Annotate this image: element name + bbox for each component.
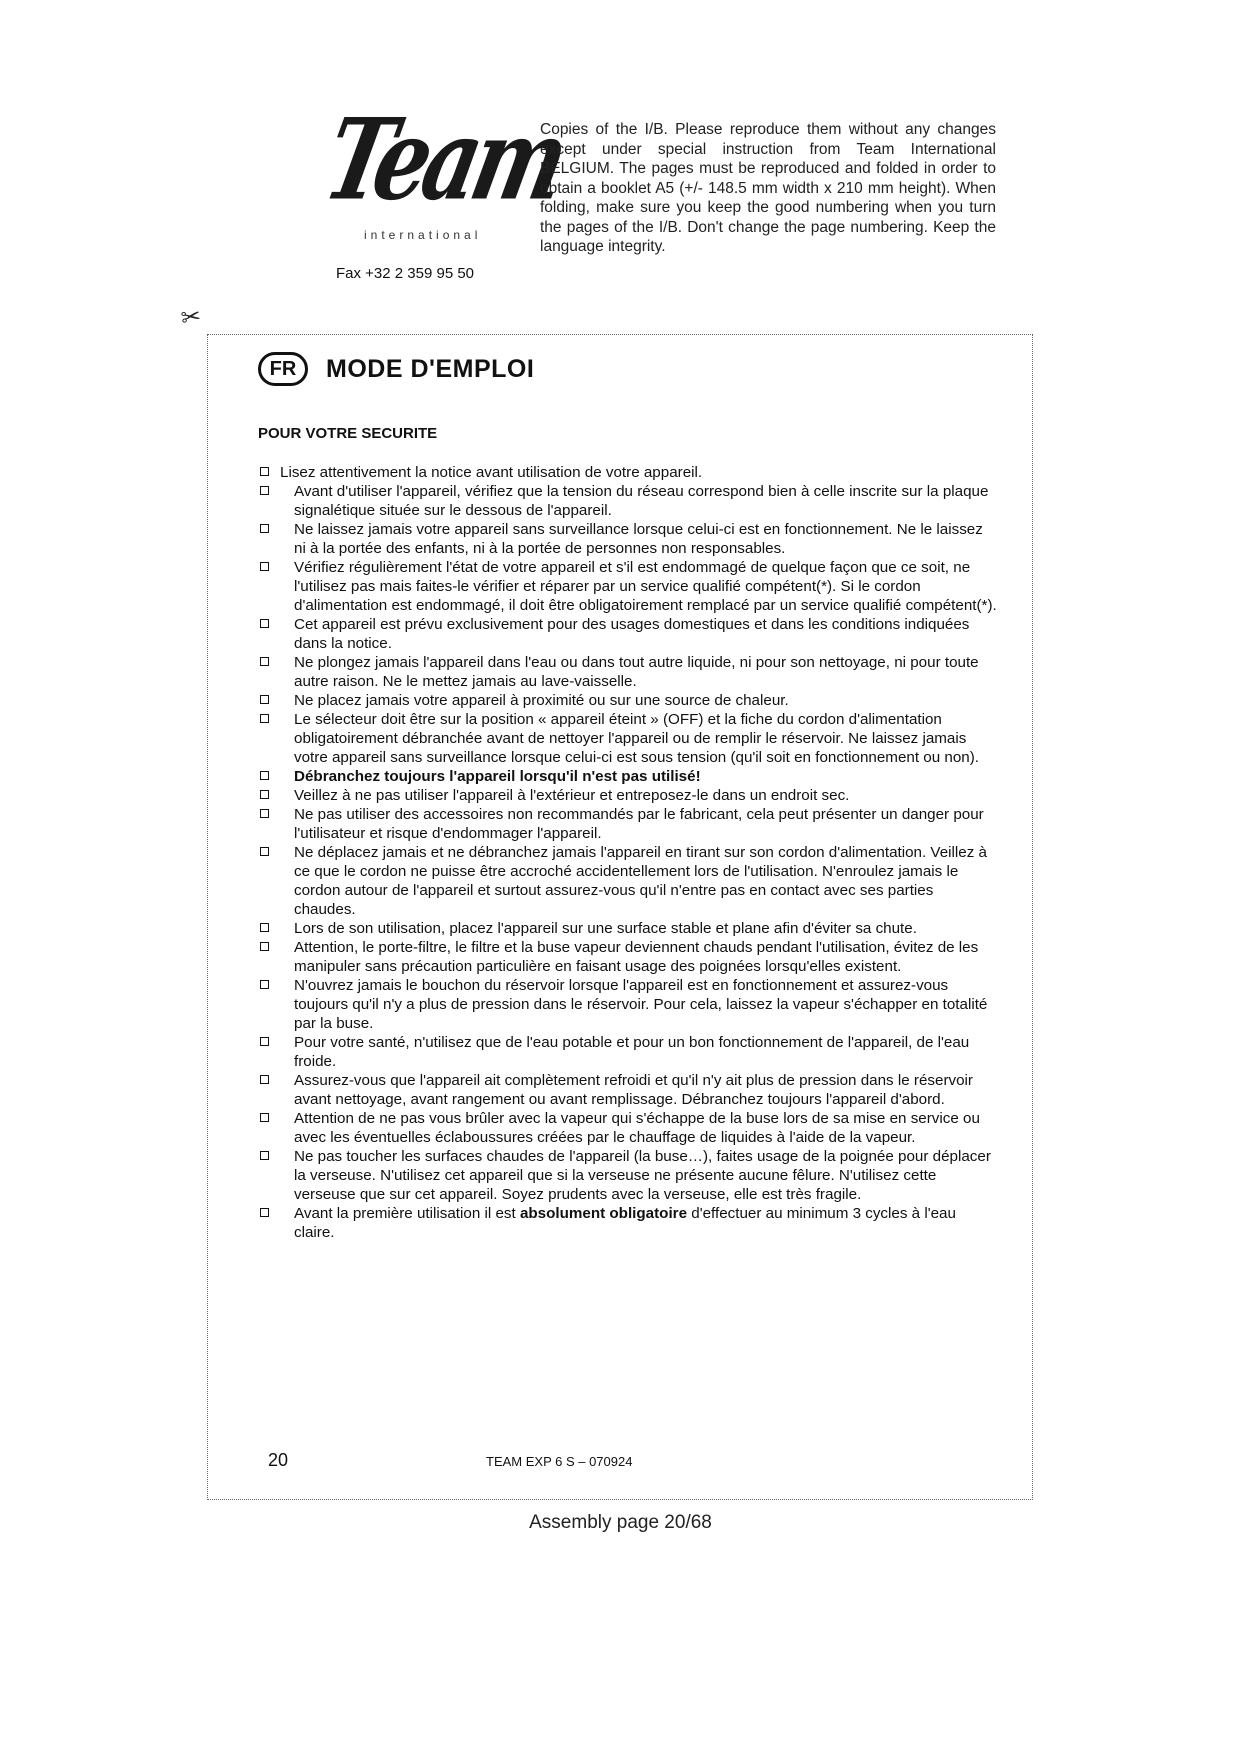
list-item: Ne pas utiliser des accessoires non recommandés par le fabricant, cela peut présenter un danger pour l'utilisateur et risque d'endommager l'appareil. — [258, 805, 998, 843]
reproduction-instructions: Copies of the I/B. Please reproduce them without any changes except under special instruction from Team International BELGIUM. The pages must be reproduced and folded in order to obtain a booklet A5 (+/- 148.5 mm width x 210 mm height). When folding, make sure you keep the good numbering when you turn the pages of the I/B. Don't change the page numbering. Keep the language integrity. — [540, 121, 996, 255]
checkbox-icon — [260, 809, 269, 818]
checkbox-icon — [260, 1037, 269, 1046]
checkbox-icon — [260, 847, 269, 856]
list-item: Ne laissez jamais votre appareil sans surveillance lorsque celui-ci est en fonctionnement. Ne le laissez ni à la portée des enfants, ni à la portée de personnes non responsables. — [258, 520, 998, 558]
checkbox-icon — [260, 790, 269, 799]
checkbox-icon — [260, 619, 269, 628]
list-item: Assurez-vous que l'appareil ait complètement refroidi et qu'il n'y ait plus de pression dans le réservoir avant nettoyage, avant rangement ou avant remplissage. Débranchez toujours l'appareil d'abord. — [258, 1071, 998, 1109]
checkbox-icon — [260, 486, 269, 495]
model-reference: TEAM EXP 6 S – 070924 — [486, 1454, 633, 1469]
checkbox-icon — [260, 1113, 269, 1122]
checkbox-icon — [260, 524, 269, 533]
logo-script: Team — [314, 94, 574, 226]
checkbox-icon — [260, 657, 269, 666]
list-item: Ne placez jamais votre appareil à proximité ou sur une source de chaleur. — [258, 691, 998, 710]
list-item: Veillez à ne pas utiliser l'appareil à l'extérieur et entreposez-le dans un endroit sec. — [258, 786, 998, 805]
checkbox-icon — [260, 714, 269, 723]
logo-subtext: international — [364, 228, 482, 242]
checkbox-icon — [260, 1075, 269, 1084]
checkbox-icon — [260, 942, 269, 951]
list-item: Ne déplacez jamais et ne débranchez jamais l'appareil en tirant sur son cordon d'alimentation. Veillez à ce que le cordon ne puisse être accroché accidentellement lors de l'utilisation. N'enroulez jamais le cordon autour de l'appareil et surtout assurez-vous qu'il n'entre pas en contact avec ses parties chaudes. — [258, 843, 998, 919]
checkbox-icon — [260, 923, 269, 932]
language-badge: FR — [258, 352, 308, 386]
list-item: Vérifiez régulièrement l'état de votre appareil et s'il est endommagé de quelque façon que ce soit, ne l'utilisez pas mais faites-le vérifier et réparer par un service qualifié compétent(*). Si le cordon d'alimentation est endommagé, il doit être obligatoirement remplacé par un service qualifié compétent(*). — [258, 558, 998, 615]
checkbox-icon — [260, 771, 269, 780]
checkbox-icon — [260, 562, 269, 571]
list-item: Avant la première utilisation il est absolument obligatoire d'effectuer au minimum 3 cycles à l'eau claire. — [258, 1204, 998, 1242]
assembly-page: Assembly page 20/68 — [529, 1512, 712, 1533]
list-item: Avant d'utiliser l'appareil, vérifiez que la tension du réseau correspond bien à celle inscrite sur la plaque signalétique située sur le dessous de l'appareil. — [258, 482, 998, 520]
page-title: MODE D'EMPLOI — [326, 355, 535, 383]
checkbox-icon — [260, 1208, 269, 1217]
list-item: Cet appareil est prévu exclusivement pour des usages domestiques et dans les conditions indiquées dans la notice. — [258, 615, 998, 653]
list-item: Lisez attentivement la notice avant utilisation de votre appareil. — [258, 463, 998, 482]
list-item: Ne plongez jamais l'appareil dans l'eau ou dans tout autre liquide, ni pour son nettoyage, ni pour toute autre raison. Ne le mettez jamais au lave-vaisselle. — [258, 653, 998, 691]
list-item: Attention de ne pas vous brûler avec la vapeur qui s'échappe de la buse lors de sa mise en service ou avec les éventuelles éclaboussures créées par le chauffage de liquides à l'aide de la vapeur. — [258, 1109, 998, 1147]
fax-number: Fax +32 2 359 95 50 — [336, 265, 475, 282]
list-item: Lors de son utilisation, placez l'appareil sur une surface stable et plane afin d'éviter sa chute. — [258, 919, 998, 938]
checkbox-icon — [260, 695, 269, 704]
list-item: N'ouvrez jamais le bouchon du réservoir lorsque l'appareil est en fonctionnement et assurez-vous toujours qu'il n'y a plus de pression dans le réservoir. Pour cela, laissez la vapeur s'échapper en totalité par la buse. — [258, 976, 998, 1033]
checkbox-icon — [260, 1151, 269, 1160]
list-item: Le sélecteur doit être sur la position « appareil éteint » (OFF) et la fiche du cordon d'alimentation obligatoirement débranchée avant de nettoyer l'appareil ou de remplir le réservoir. Ne laissez jamais votre appareil sans surveillance lorsque celui-ci est sous tension (qu'il soit en fonctionnement ou non). — [258, 710, 998, 767]
checkbox-icon — [260, 467, 269, 476]
section-title: POUR VOTRE SECURITE — [258, 425, 438, 442]
list-item: Pour votre santé, n'utilisez que de l'eau potable et pour un bon fonctionnement de l'appareil, de l'eau froide. — [258, 1033, 998, 1071]
team-logo — [314, 94, 574, 258]
checkbox-icon — [260, 980, 269, 989]
safety-list — [258, 463, 998, 1242]
scissors-icon: ✂ — [179, 302, 203, 333]
list-item: Attention, le porte-filtre, le filtre et la buse vapeur deviennent chauds pendant l'utilisation, évitez de les manipuler sans précaution particulière en faisant usage des poignées lorsqu'elles existent. — [258, 938, 998, 976]
list-item: Ne pas toucher les surfaces chaudes de l'appareil (la buse…), faites usage de la poignée pour déplacer la verseuse. N'utilisez cet appareil que si la verseuse ne présente aucune fêlure. N'utilisez cette verseuse que sur cet appareil. Soyez prudents avec la verseuse, elle est très fragile. — [258, 1147, 998, 1204]
page-number: 20 — [268, 1450, 289, 1470]
list-item: Débranchez toujours l'appareil lorsqu'il n'est pas utilisé! — [258, 767, 998, 786]
